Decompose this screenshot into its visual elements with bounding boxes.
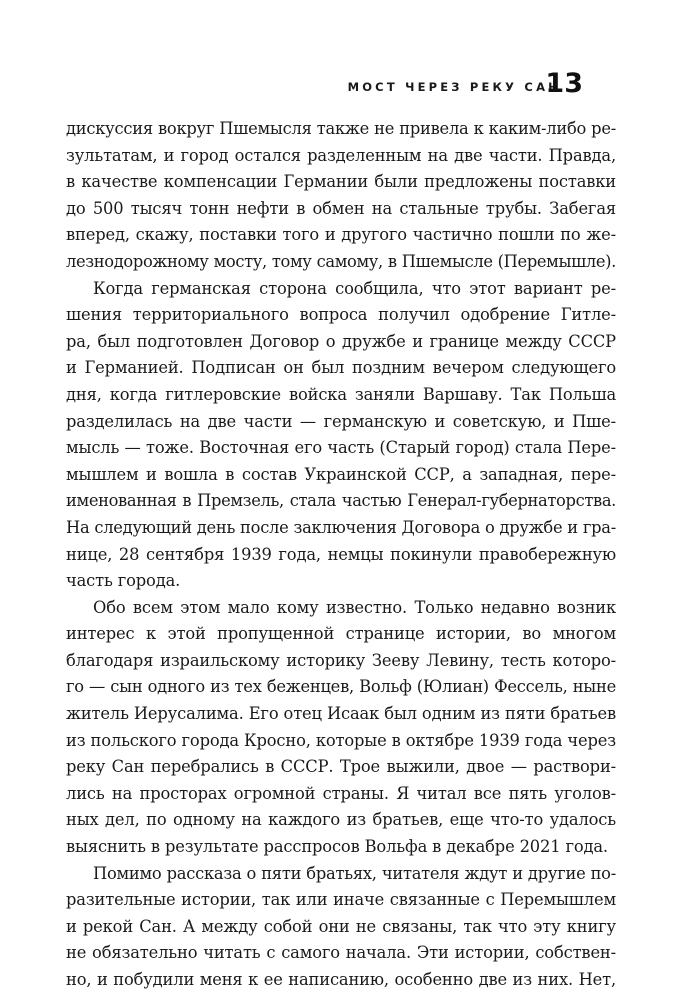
- text-line: из польского города Кросно, которые в октябре 1939 года через: [66, 730, 616, 750]
- text-line: и Германией. Подписан он был поздним вечером следующего: [66, 358, 616, 378]
- text-line: интерес к этой пропущенной странице истории, во многом: [66, 624, 616, 644]
- text-line: реку Сан перебрались в СССР. Трое выжили, двое — раствори-: [66, 757, 616, 777]
- text-line: до 500 тысяч тонн нефти в обмен на стальные трубы. Забегая: [66, 198, 616, 218]
- paragraph-3: [66, 595, 616, 861]
- text-line: мысль — тоже. Восточная его часть (Старый город) стала Пере-: [66, 438, 616, 458]
- text-line: зультатам, и город остался разделенным на две части. Правда,: [66, 145, 616, 165]
- text-line: Когда германская сторона сообщила, что этот вариант ре-: [93, 278, 616, 298]
- page-number: 13: [545, 68, 583, 99]
- running-header: [0, 68, 681, 108]
- text-line: го — сын одного из тех беженцев, Вольф (Юлиан) Фессель, ныне: [66, 677, 616, 697]
- text-line: в качестве компенсации Германии были предложены поставки: [66, 172, 616, 192]
- running-title: МОСТ ЧЕРЕЗ РЕКУ САН: [347, 80, 561, 94]
- text-line: выяснить в результате расспросов Вольфа в декабре 2021 года.: [66, 837, 608, 857]
- text-line: шения территориального вопроса получил одобрение Гитле-: [66, 305, 616, 325]
- text-line: лись на просторах огромной страны. Я читал все пять уголов-: [66, 783, 616, 803]
- body-text: [66, 116, 616, 994]
- text-line: На следующий день после заключения Договора о дружбе и гра-: [66, 517, 616, 537]
- text-line: лезнодорожному мосту, тому самому, в Пшемысле (Перемышле).: [66, 251, 616, 271]
- text-line: Обо всем этом мало кому известно. Только недавно возник: [93, 597, 616, 617]
- text-line: вперед, скажу, поставки того и другого частично пошли по же-: [66, 225, 616, 245]
- paragraph-1: [66, 116, 616, 276]
- text-line: нице, 28 сентября 1939 года, немцы покинули правобережную: [66, 544, 616, 564]
- text-line: Помимо рассказа о пяти братьях, читателя ждут и другие по-: [93, 863, 616, 883]
- paragraph-4: [66, 861, 616, 994]
- text-line: не обязательно читать с самого начала. Эти истории, собствен-: [66, 943, 616, 963]
- text-line: но, и побудили меня к ее написанию, особенно две из них. Нет,: [66, 970, 616, 989]
- text-line: ра, был подготовлен Договор о дружбе и границе между СССР: [66, 331, 616, 351]
- text-line: разделилась на две части — германскую и советскую, и Пше-: [66, 411, 616, 431]
- text-line: дискуссия вокруг Пшемысля также не привела к каким-либо ре-: [66, 119, 616, 138]
- paragraph-2: [66, 276, 616, 595]
- text-line: именованная в Премзель, стала частью Генерал-губернаторства.: [66, 491, 616, 511]
- text-line: разительные истории, так или иначе связанные с Перемышлем: [66, 890, 616, 910]
- text-line: часть города.: [66, 571, 181, 591]
- text-line: и рекой Сан. А между собой они не связаны, так что эту книгу: [66, 916, 616, 936]
- text-line: дня, когда гитлеровские войска заняли Варшаву. Так Польша: [66, 384, 616, 404]
- text-line: ных дел, по одному на каждого из братьев, еще что-то удалось: [66, 810, 616, 830]
- text-line: благодаря израильскому историку Зееву Левину, тесть которо-: [66, 650, 616, 670]
- text-line: житель Иерусалима. Его отец Исаак был одним из пяти братьев: [66, 704, 616, 724]
- text-line: мышлем и вошла в состав Украинской ССР, а западная, пере-: [66, 464, 616, 484]
